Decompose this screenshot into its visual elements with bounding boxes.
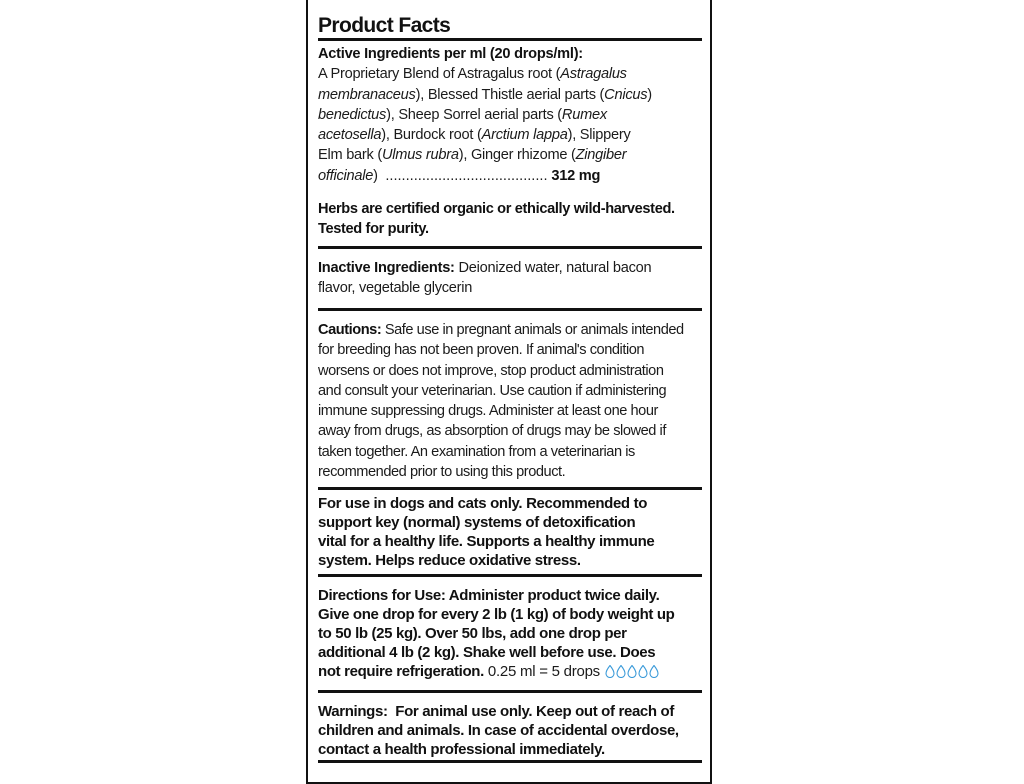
- active-line-2: membranaceus), Blessed Thistle aerial parts (Cnicus): [318, 86, 652, 103]
- cautions-line-7: taken together. An examination from a veterinarian is: [318, 443, 635, 460]
- usage-line-4: system. Helps reduce oxidative stress.: [318, 552, 581, 569]
- warnings-line-2: children and animals. In case of accidental overdose,: [318, 722, 679, 739]
- usage-section: [318, 494, 702, 570]
- directions-line-4: additional 4 lb (2 kg). Shake well before use. Does: [318, 644, 656, 661]
- divider: [318, 308, 702, 311]
- divider: [318, 574, 702, 577]
- cautions-section: Cautions: Safe use in pregnant animals or animals intended for breeding has not been proven. If animal's condition worsens or does not improve, stop product administration and consult your veterinarian. Use caution if administering immune suppressing drugs. Administer at least one hour away from drugs, as absorption of drugs may be slowed if taken together. An examination from a veterinarian is recommended prior to using this product.: [318, 320, 702, 482]
- water-drop-icon: [605, 665, 615, 678]
- cautions-line-2: for breeding has not been proven. If animal's condition: [318, 342, 645, 359]
- active-line-3: benedictus), Sheep Sorrel aerial parts (Rumex: [318, 106, 607, 123]
- active-line-5: Elm bark (Ulmus rubra), Ginger rhizome (Zingiber: [318, 147, 627, 164]
- directions-line-1: Directions for Use: Administer product twice daily.: [318, 587, 660, 604]
- water-drop-icon: [627, 665, 637, 678]
- active-ingredients-heading: Active Ingredients per ml (20 drops/ml):: [318, 46, 583, 62]
- water-drop-icon: [649, 665, 659, 678]
- divider: [318, 760, 702, 763]
- cautions-line-5: immune suppressing drugs. Administer at least one hour: [318, 403, 658, 420]
- cautions-line-3: worsens or does not improve, stop product administration: [318, 362, 664, 379]
- product-facts-label: [306, 0, 712, 784]
- water-drop-icon: [616, 665, 626, 678]
- blend-amount: 312 mg: [551, 167, 601, 184]
- cautions-line-4: and consult your veterinarian. Use caution if administering: [318, 382, 667, 399]
- page-title: Product Facts: [318, 14, 451, 37]
- active-ingredients-section: [318, 44, 702, 186]
- divider: [318, 38, 702, 41]
- usage-line-1: For use in dogs and cats only. Recommended to: [318, 495, 648, 512]
- cautions-line-6: away from drugs, as absorption of drugs may be slowed if: [318, 423, 666, 440]
- usage-line-2: support key (normal) systems of detoxification: [318, 514, 636, 531]
- herbs-line-2: Tested for purity.: [318, 221, 429, 238]
- cautions-line-8: recommended prior to using this product.: [318, 464, 566, 481]
- directions-line-5: not require refrigeration. 0.25 ml = 5 drops: [318, 662, 702, 681]
- inactive-ingredients-section: Inactive Ingredients: Deionized water, natural bacon flavor, vegetable glycerin: [318, 258, 702, 299]
- dot-leader: ........................................: [385, 167, 548, 184]
- active-line-1: A Proprietary Blend of Astragalus root (Astragalus: [318, 66, 627, 83]
- drop-icons: [604, 663, 659, 680]
- active-line-4: acetosella), Burdock root (Arctium lappa), Slippery: [318, 127, 631, 144]
- inactive-heading: Inactive Ingredients:: [318, 260, 455, 276]
- inactive-line-2: flavor, vegetable glycerin: [318, 280, 473, 297]
- herbs-section: [318, 199, 702, 240]
- water-drop-icon: [638, 665, 648, 678]
- warnings-section: Warnings: For animal use only. Keep out of reach of children and animals. In case of accidental overdose, contact a health professional immediately.: [318, 702, 702, 759]
- directions-line-2: Give one drop for every 2 lb (1 kg) of body weight up: [318, 606, 675, 623]
- herbs-line-1: Herbs are certified organic or ethically wild-harvested.: [318, 201, 675, 217]
- divider: [318, 246, 702, 249]
- directions-section: [318, 586, 702, 681]
- divider: [318, 690, 702, 693]
- directions-line-3: to 50 lb (25 kg). Over 50 lbs, add one drop per: [318, 625, 627, 642]
- divider: [318, 487, 702, 490]
- active-line-6: officinale) ........................................ 312 mg: [318, 167, 601, 184]
- warnings-heading: Warnings:: [318, 703, 388, 720]
- usage-line-3: vital for a healthy life. Supports a healthy immune: [318, 533, 655, 550]
- warnings-line-3: contact a health professional immediately.: [318, 741, 605, 758]
- cautions-heading: Cautions:: [318, 322, 382, 338]
